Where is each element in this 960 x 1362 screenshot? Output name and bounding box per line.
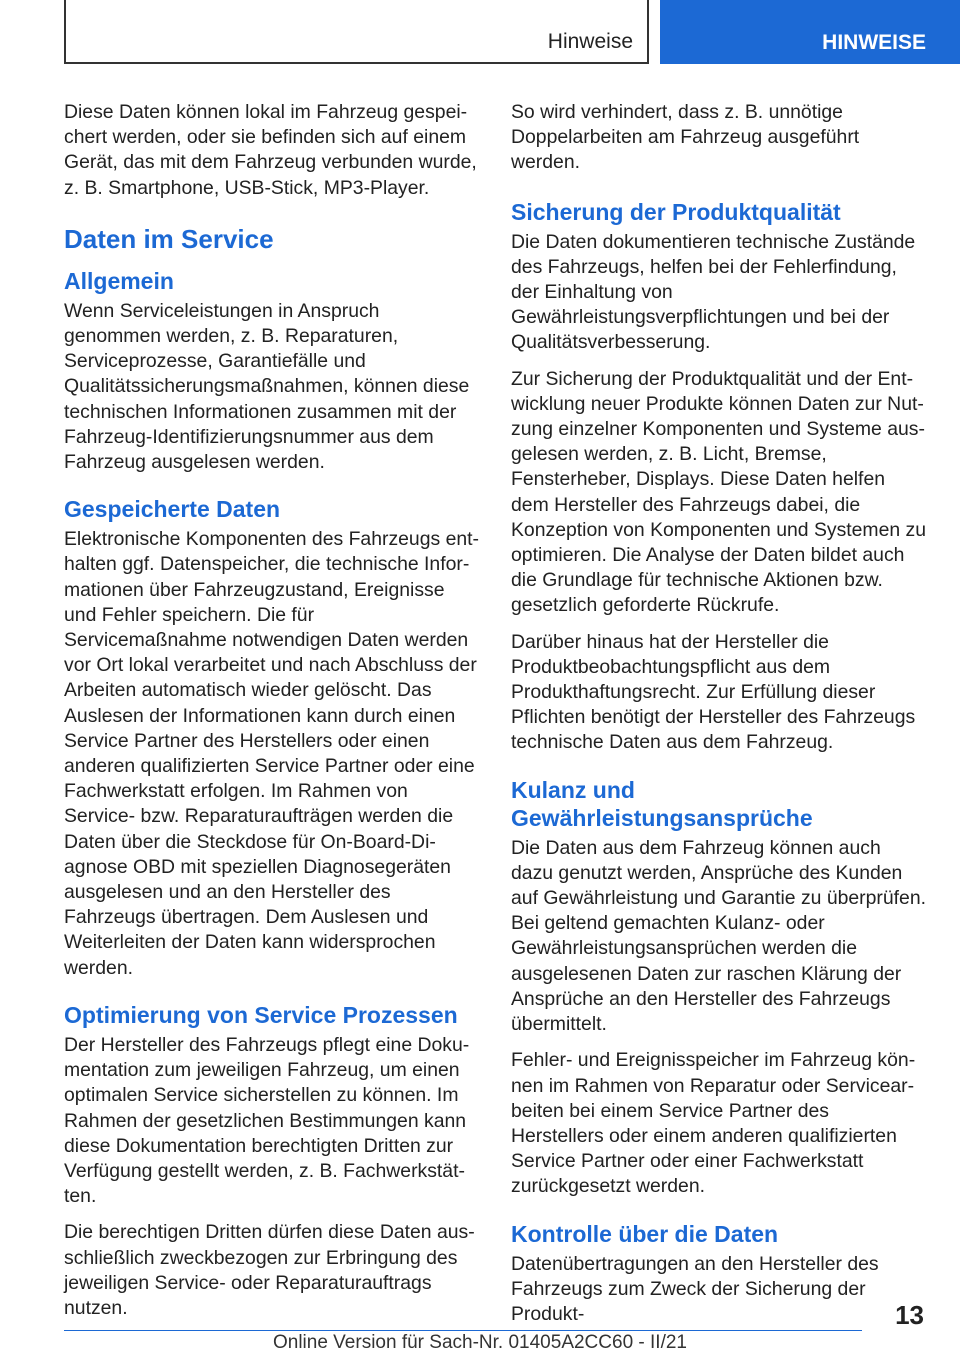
chapter-tab-label: HINWEISE — [822, 31, 926, 54]
paragraph-qualitaet-2: Zur Sicherung der Produktqualität und der Entwicklung neuer Produkte können Daten zur Nutzung einzelner Komponenten und Systeme ausgelesen werden, z. B. Licht, Bremse, Fensterheber, Displays. Diese Daten helfen dem Hersteller des Fahrzeugs dabei, die Konzeption von Komponenten und Systemen zu optimieren. Die Analyse der Daten bildet auch die Grundlage für technische Aktionen bzw. gesetzlich geforderte Rückrufe. — [511, 367, 927, 617]
page-number: 13 — [895, 1300, 924, 1330]
heading-daten-im-service: Daten im Service — [64, 223, 274, 254]
paragraph-optimierung-1: Der Hersteller des Fahrzeugs pflegt eine Dokumentation zum jeweiligen Fahrzeug, um einen optimalen Service sicherstellen zu können. Im Rahmen der gesetzlichen Bestimmungen kann diese Dokumentation berechtigten Dritten zur Verfügung gestellt werden, z. B. Fachwerkstätten. — [64, 1033, 470, 1208]
heading-allgemein: Allgemein — [64, 267, 174, 294]
paragraph-kulanz-1: Die Daten aus dem Fahrzeug können auch dazu genutzt werden, Ansprüche des Kunden auf Gewährleistung und Garantie zu überprüfen. Bei geltend gemachten Kulanz- oder Gewährleistungsansprüchen werden die ausgelesenen Daten zur raschen Klärung der Ansprüche an den Hersteller des Fahrzeugs übermittelt. — [511, 836, 927, 1036]
paragraph-continuation: So wird verhindert, dass z. B. unnötige Doppelarbeiten am Fahrzeug ausgeführt werden. — [511, 101, 860, 174]
heading-kulanz: Kulanz und Gewährleistungsansprüche — [511, 776, 813, 831]
paragraph-allgemein: Wenn Serviceleistungen in Anspruch genommen werden, z. B. Reparaturen, Serviceprozesse, Garantiefälle und Qualitätssicherungsmaßnahmen, können diese technischen Informationen zusammen mit der Fahrzeug-Identifizierungsnummer aus dem Fahrzeug ausgelesen werden. — [64, 299, 470, 474]
paragraph-kulanz-2: Fehler- und Ereignisspeicher im Fahrzeug können im Rahmen von Reparatur oder Servicearbeiten bei einem Service Partner des Herstellers oder einem anderen qualifizierten Service Partner oder einer Fachwerkstatt zurückgesetzt werden. — [511, 1049, 916, 1198]
paragraph-qualitaet-1: Die Daten dokumentieren technische Zustände des Fahrzeugs, helfen bei der Fehlerfindung, der Einhaltung von Gewährleistungsverpflichtungen und bei der Qualitätsverbesserung. — [511, 230, 916, 354]
heading-produktqualitaet: Sicherung der Produktqualität — [511, 198, 841, 225]
heading-kontrolle: Kontrolle über die Daten — [511, 1220, 779, 1247]
paragraph-optimierung-2: Die berechtigen Dritten dürfen diese Daten ausschließlich zweckbezogen zur Erbringung des jeweiligen Service- oder Reparaturauftrags nutzen. — [64, 1221, 475, 1319]
header-box — [64, 0, 649, 64]
right-column — [511, 100, 927, 1338]
paragraph-kontrolle: Datenübertragungen an den Hersteller des Fahrzeugs zum Zweck der Sicherung der Produkt- — [511, 1252, 879, 1325]
paragraph-qualitaet-3: Darüber hinaus hat der Hersteller die Produktbeobachtungspflicht aus dem Produkthaftungsrecht. Zur Erfüllung dieser Pflichten benötigt der Hersteller des Fahrzeugs technische Daten aus dem Fahrzeug. — [511, 630, 916, 754]
footer-version-text: Online Version für Sach-Nr. 01405A2CC60 - II/21 — [272, 1332, 687, 1353]
section-title: Hinweise — [547, 30, 633, 53]
intro-paragraph: Diese Daten können lokal im Fahrzeug gespeichert werden, oder sie befinden sich auf einem Gerät, das mit dem Fahrzeug verbunden wurde, z. B. Smartphone, USB-Stick, MP3-Player. — [64, 101, 477, 199]
footer-divider — [64, 1330, 862, 1331]
left-column — [64, 100, 480, 1332]
paragraph-gespeicherte-daten: Elektronische Komponenten des Fahrzeugs enthalten ggf. Datenspeicher, die technische Informationen über Fahrzeugzustand, Ereignisse und Fehler speichern. Die für Servicemaßnahme notwendigen Daten werden vor Ort lokal verarbeitet und nach Abschluss der Arbeiten automatisch wieder gelöscht. Das Auslesen der Informationen kann durch einen Service Partner des Herstellers oder einen anderen qualifizierten Service Partner oder eine Fachwerkstatt erfolgen. Im Rahmen von Service- bzw. Reparaturaufträgen werden die Daten über die Steckdose für On-Board-Diagnose OBD mit speziellen Diagnosegeräten ausgelesen und an den Hersteller des Fahrzeugs übertragen. Dem Auslesen und Weiterleiten der Daten kann widersprochen werden. — [64, 528, 479, 979]
heading-gespeicherte-daten: Gespeicherte Daten — [64, 496, 281, 523]
heading-optimierung: Optimierung von Service Prozessen — [64, 1001, 458, 1028]
chapter-tab — [660, 0, 960, 64]
